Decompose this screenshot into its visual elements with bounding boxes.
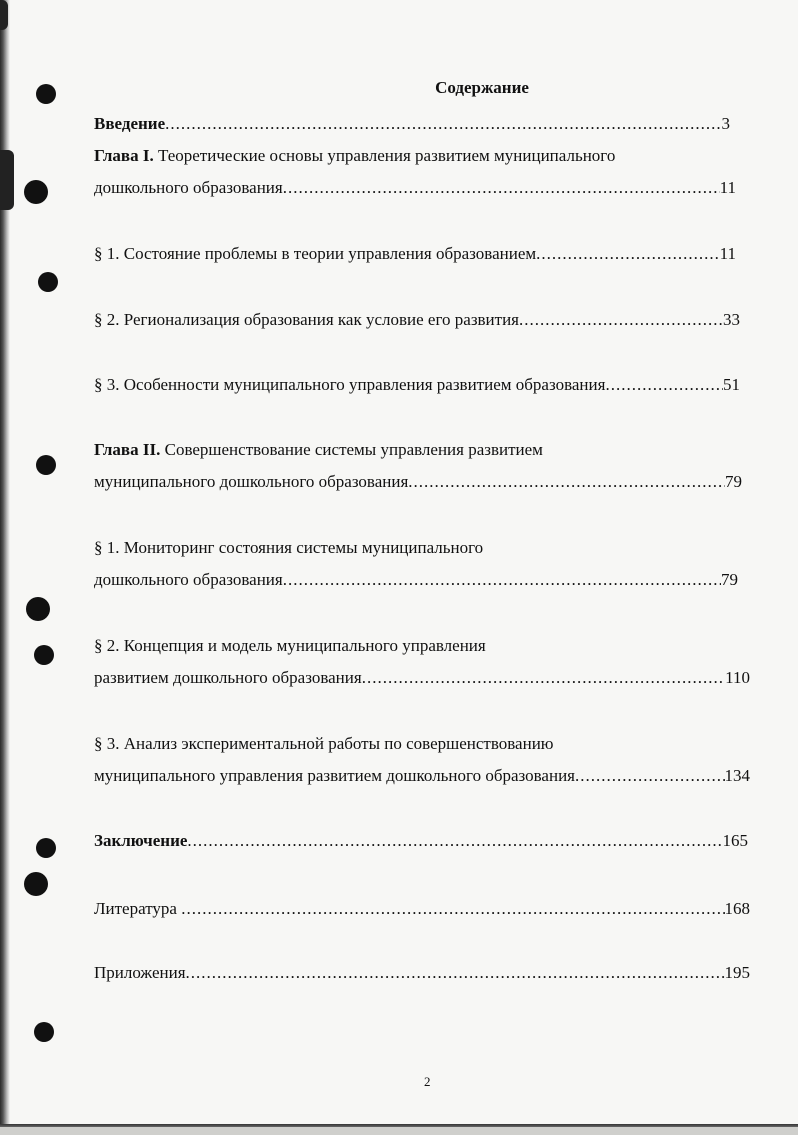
toc-leader	[519, 309, 723, 331]
scan-smudge	[0, 150, 14, 210]
toc-page-number: 79	[725, 472, 742, 491]
page-number: 2	[424, 1074, 431, 1089]
toc-page-number: 3	[721, 114, 730, 133]
punch-hole	[34, 645, 54, 665]
toc-leader	[605, 374, 723, 396]
toc-entry-chapter-2-cont	[94, 471, 742, 493]
toc-entry-section-2-1-cont	[94, 569, 738, 591]
toc-page-number: 11	[719, 244, 736, 263]
toc-entry-chapter-2	[94, 439, 543, 461]
toc-entry-text: Литература	[94, 899, 182, 918]
toc-leader	[186, 962, 725, 984]
punch-hole	[34, 1022, 54, 1042]
toc-entry-section-1-3	[94, 374, 740, 396]
page-title-row	[0, 78, 798, 98]
toc-entry-bold: Заключение	[94, 831, 188, 850]
toc-page-number: 165	[722, 831, 748, 850]
toc-entry-section-2-3-cont	[94, 765, 750, 787]
toc-page-number: 134	[724, 766, 750, 785]
toc-entry-bold: Глава II.	[94, 440, 161, 459]
punch-hole	[38, 272, 58, 292]
toc-entry-introduction	[94, 113, 730, 135]
toc-leader	[575, 765, 725, 787]
toc-leader	[283, 569, 721, 591]
toc-leader	[362, 667, 725, 689]
punch-hole	[36, 455, 56, 475]
toc-entry-text: развитием дошкольного образования	[94, 668, 362, 687]
toc-entry-text: Приложения	[94, 963, 186, 982]
toc-leader	[536, 243, 720, 265]
scan-smudge	[0, 0, 8, 30]
toc-page-number: 11	[719, 178, 736, 197]
toc-entry-chapter-1	[94, 145, 615, 167]
toc-entry-text: § 1. Состояние проблемы в теории управления образованием	[94, 244, 537, 263]
toc-entry-chapter-1-cont	[94, 177, 736, 199]
punch-hole	[36, 838, 56, 858]
toc-entry-section-2-3	[94, 733, 554, 755]
toc-page-number: 168	[724, 899, 750, 918]
toc-entry-text: Совершенствование системы управления развитием	[160, 440, 543, 459]
toc-entry-text: муниципального дошкольного образования	[94, 472, 409, 491]
toc-page-number: 79	[721, 570, 738, 589]
toc-entry-appendices	[94, 962, 750, 984]
toc-leader	[165, 113, 721, 135]
toc-page-number: 195	[724, 963, 750, 982]
toc-entry-text: § 1. Мониторинг состояния системы муниципального	[94, 538, 484, 557]
toc-entry-section-2-2	[94, 635, 486, 657]
toc-leader	[408, 471, 725, 493]
toc-leader	[283, 177, 720, 199]
toc-entry-text: § 2. Регионализация образования как условие его развития	[94, 310, 519, 329]
toc-page-number: 33	[723, 310, 740, 329]
toc-entry-bold: Введение	[94, 114, 166, 133]
toc-entry-section-2-2-cont	[94, 667, 750, 689]
toc-entry-text: Теоретические основы управления развитием муниципального	[153, 146, 616, 165]
punch-hole	[24, 180, 48, 204]
toc-entry-literature	[94, 898, 750, 920]
toc-entry-text: дошкольного образования	[94, 570, 283, 589]
toc-leader	[187, 830, 722, 852]
scan-bottom-shade	[0, 1127, 798, 1135]
toc-entry-section-1-2	[94, 309, 740, 331]
toc-entry-text: муниципального управления развитием дошкольного образования	[94, 766, 575, 785]
punch-hole	[26, 597, 50, 621]
punch-hole	[24, 872, 48, 896]
toc-leader	[181, 898, 724, 920]
toc-entry-text: § 2. Концепция и модель муниципального управления	[94, 636, 486, 655]
toc-page-number: 110	[725, 668, 750, 687]
scan-bottom-edge	[0, 1124, 798, 1127]
toc-entry-text: § 3. Особенности муниципального управления развитием образования	[94, 375, 606, 394]
toc-entry-text: § 3. Анализ экспериментальной работы по совершенствованию	[94, 734, 554, 753]
toc-entry-section-2-1	[94, 537, 483, 559]
toc-entry-section-1-1	[94, 243, 736, 265]
page-title: Содержание	[435, 78, 529, 97]
toc-entry-conclusion	[94, 830, 748, 852]
toc-page-number: 51	[723, 375, 740, 394]
toc-entry-bold: Глава I.	[94, 146, 154, 165]
toc-entry-text: дошкольного образования	[94, 178, 283, 197]
